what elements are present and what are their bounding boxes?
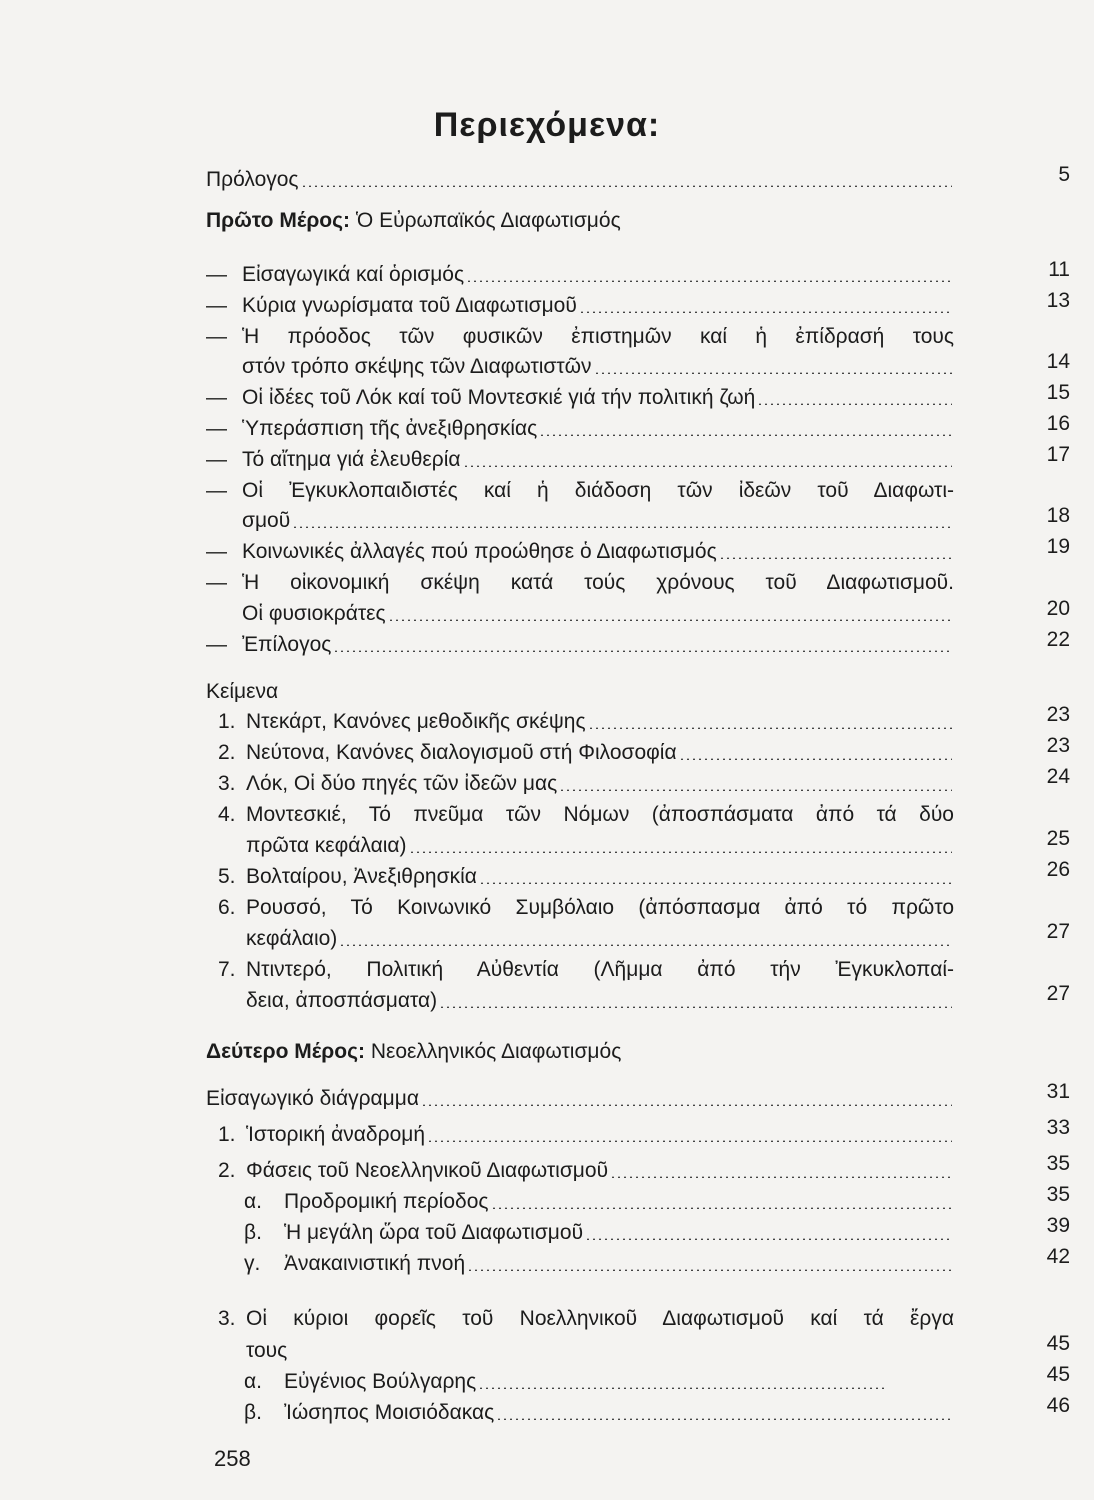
leader-dots bbox=[496, 1418, 952, 1420]
entry-label: Κοινωνικές ἀλλαγές πού προώθησε ὁ Διαφωτισμός bbox=[242, 540, 717, 563]
toc-entry[interactable] bbox=[206, 798, 954, 828]
page-number: 45 bbox=[1046, 1363, 1070, 1386]
toc-entry[interactable] bbox=[206, 258, 954, 288]
leader-dots bbox=[679, 758, 952, 760]
entry-dash: — bbox=[206, 448, 227, 471]
entry-letter: α. bbox=[244, 1370, 262, 1393]
toc-entry[interactable] bbox=[206, 1396, 954, 1426]
entry-label: Ἡ μεγάλη ὥρα τοῦ Διαφωτισμοῦ bbox=[284, 1221, 584, 1244]
entry-letter: β. bbox=[244, 1221, 262, 1244]
page-number: 45 bbox=[1046, 1332, 1070, 1355]
part-2-heading bbox=[206, 1040, 621, 1064]
entry-label: Ἰώσηπος Μοισιόδακας bbox=[284, 1401, 495, 1424]
page-number: 27 bbox=[1046, 982, 1070, 1005]
toc-entry[interactable] bbox=[206, 1118, 954, 1148]
leader-dots bbox=[463, 465, 952, 467]
page-number: 42 bbox=[1046, 1245, 1070, 1268]
entry-label: Πρόλογος bbox=[206, 168, 299, 191]
page-number: 35 bbox=[1046, 1152, 1070, 1175]
leader-dots bbox=[292, 526, 952, 528]
leader-dots bbox=[491, 1207, 952, 1209]
part-1-heading bbox=[206, 209, 621, 233]
entry-number: 3. bbox=[218, 772, 236, 795]
toc-entry[interactable] bbox=[206, 1247, 954, 1277]
entry-label: τους bbox=[246, 1339, 288, 1362]
toc-entry[interactable] bbox=[206, 1365, 886, 1395]
leader-dots bbox=[301, 185, 952, 187]
page-number: 22 bbox=[1046, 628, 1070, 651]
page-number: 13 bbox=[1046, 289, 1070, 312]
entry-number: 1. bbox=[218, 1123, 236, 1146]
leader-dots bbox=[559, 789, 952, 791]
toc-entry[interactable] bbox=[206, 736, 954, 766]
leader-dots bbox=[409, 851, 952, 853]
leader-dots bbox=[757, 403, 952, 405]
entry-label: Εἰσαγωγικά καί ὁρισμός bbox=[242, 263, 465, 286]
entry-label: δεια, ἀποσπάσματα) bbox=[246, 989, 438, 1012]
page-number: 35 bbox=[1046, 1183, 1070, 1206]
page-number: 26 bbox=[1046, 858, 1070, 881]
page-number: 16 bbox=[1046, 412, 1070, 435]
entry-dash: — bbox=[206, 417, 227, 440]
leader-dots bbox=[585, 1238, 952, 1240]
leader-dots bbox=[467, 1269, 952, 1271]
entry-dash: — bbox=[206, 540, 227, 563]
entry-label: Ἀνακαινιστική πνοή bbox=[284, 1252, 466, 1275]
entry-number: 1. bbox=[218, 710, 236, 733]
page-number: 5 bbox=[1058, 163, 1070, 186]
leader-dots bbox=[339, 944, 952, 946]
leader-dots bbox=[478, 1387, 884, 1389]
entry-label: Λόκ, Οἱ δύο πηγές τῶν ἰδεῶν μας bbox=[246, 772, 558, 795]
entry-dash: — bbox=[206, 263, 227, 286]
entry-number: 4. bbox=[218, 803, 236, 826]
leader-dots bbox=[479, 882, 952, 884]
leader-dots bbox=[719, 557, 952, 559]
entry-dash: — bbox=[206, 633, 227, 656]
entry-label: Νεύτονα, Κανόνες διαλογισμοῦ στή Φιλοσοφία bbox=[246, 741, 677, 764]
entry-dash: — bbox=[206, 571, 227, 594]
leader-dots bbox=[588, 727, 952, 729]
entry-number: 6. bbox=[218, 896, 236, 919]
entry-label: Μοντεσκιέ, Τό πνεῦμα τῶν Νόμων (ἀποσπάσματα ἀπό τά δύο bbox=[246, 803, 954, 826]
page-number: 19 bbox=[1046, 535, 1070, 558]
entry-label: Εἰσαγωγικό διάγραμμα bbox=[206, 1087, 420, 1110]
page-number: 39 bbox=[1046, 1214, 1070, 1237]
entry-number: 2. bbox=[218, 1159, 236, 1182]
entry-label: Ντεκάρτ, Κανόνες μεθοδικῆς σκέψης bbox=[246, 710, 586, 733]
page-number: 11 bbox=[1048, 258, 1070, 281]
toc-entry[interactable] bbox=[206, 705, 954, 735]
toc-entry[interactable] bbox=[206, 443, 954, 473]
leader-dots bbox=[594, 372, 952, 374]
entry-label: Ἡ πρόοδος τῶν φυσικῶν ἐπιστημῶν καί ἡ ἐπίδρασή τους bbox=[242, 325, 954, 348]
entry-label: Βολταίρου, Ἀνεξιθρησκία bbox=[246, 865, 477, 888]
page-number: 23 bbox=[1046, 734, 1070, 757]
toc-entry[interactable] bbox=[206, 1082, 954, 1112]
toc-entry-continued[interactable] bbox=[206, 922, 954, 952]
entry-letter: γ. bbox=[244, 1252, 261, 1275]
leader-dots bbox=[579, 311, 952, 313]
toc-entry[interactable] bbox=[206, 289, 954, 319]
toc-entry[interactable] bbox=[206, 1154, 954, 1184]
entry-dash: — bbox=[206, 325, 227, 348]
page-number: 31 bbox=[1046, 1080, 1070, 1103]
toc-entry-continued[interactable] bbox=[206, 1334, 954, 1364]
page-number: 46 bbox=[1046, 1394, 1070, 1417]
toc-entry[interactable] bbox=[206, 535, 954, 565]
toc-entry[interactable] bbox=[206, 860, 954, 890]
entry-label: Οἱ κύριοι φορεῖς τοῦ Νοελληνικοῦ Διαφωτισμοῦ καί τά ἔργα bbox=[246, 1307, 954, 1330]
entry-label: πρῶτα κεφάλαια) bbox=[246, 834, 407, 857]
entry-label: Ἱστορική ἀναδρομή bbox=[246, 1123, 426, 1146]
entry-letter: α. bbox=[244, 1190, 262, 1213]
entry-label: Ντιντερό, Πολιτική Αὐθεντία (Λῆμμα ἀπό τήν Ἐγκυκλοπαί- bbox=[246, 958, 954, 981]
page-number: 25 bbox=[1046, 827, 1070, 850]
leader-dots bbox=[388, 619, 952, 621]
toc-entry-continued[interactable] bbox=[206, 829, 954, 859]
entry-number: 7. bbox=[218, 958, 236, 981]
entry-label: Προδρομική περίοδος bbox=[284, 1190, 489, 1213]
part-label: Δεύτερο Μέρος: bbox=[206, 1040, 365, 1063]
toc-entry[interactable] bbox=[206, 1216, 954, 1246]
entry-label: Ἐπίλογος bbox=[242, 633, 332, 656]
page-number: 33 bbox=[1046, 1116, 1070, 1139]
footer-page-number: 258 bbox=[214, 1446, 251, 1471]
entry-label: Οἱ Ἐγκυκλοπαιδιστές καί ἡ διάδοση τῶν ἰδεῶν τοῦ Διαφωτι- bbox=[242, 479, 954, 502]
entry-label: Ἡ οἰκονομική σκέψη κατά τούς χρόνους τοῦ Διαφωτισμοῦ. bbox=[242, 571, 954, 594]
entry-label: Κύρια γνωρίσματα τοῦ Διαφωτισμοῦ bbox=[242, 294, 577, 317]
toc-entry[interactable] bbox=[206, 953, 954, 983]
toc-entry-continued[interactable] bbox=[206, 597, 954, 627]
entry-label: σμοῦ bbox=[242, 509, 291, 532]
page-number: 14 bbox=[1046, 350, 1070, 373]
toc-entry[interactable] bbox=[206, 320, 954, 350]
entry-dash: — bbox=[206, 294, 227, 317]
toc-entry-prologue[interactable] bbox=[206, 163, 954, 193]
entry-number: 3. bbox=[218, 1307, 236, 1330]
entry-label: Ρουσσό, Τό Κοινωνικό Συμβόλαιο (ἀπόσπασμα ἀπό τό πρῶτο bbox=[246, 896, 954, 919]
entry-number: 5. bbox=[218, 865, 236, 888]
page-number: 23 bbox=[1046, 703, 1070, 726]
leader-dots bbox=[427, 1140, 952, 1142]
texts-heading: Κείμενα bbox=[206, 680, 279, 703]
toc-entry[interactable] bbox=[206, 381, 954, 411]
entry-label: Φάσεις τοῦ Νεοελληνικοῦ Διαφωτισμοῦ bbox=[246, 1159, 609, 1182]
page-number: 24 bbox=[1046, 765, 1070, 788]
entry-dash: — bbox=[206, 386, 227, 409]
toc-entry[interactable] bbox=[206, 767, 954, 797]
toc-entry-continued[interactable] bbox=[206, 350, 954, 380]
entry-dash: — bbox=[206, 479, 227, 502]
part-label: Πρῶτο Μέρος: bbox=[206, 209, 351, 232]
entry-number: 2. bbox=[218, 741, 236, 764]
entry-letter: β. bbox=[244, 1401, 262, 1424]
page-number: 15 bbox=[1046, 381, 1070, 404]
leader-dots bbox=[466, 280, 952, 282]
part-title: Ὁ Εὐρωπαϊκός Διαφωτισμός bbox=[355, 209, 621, 232]
leader-dots bbox=[439, 1006, 952, 1008]
toc-entry[interactable] bbox=[206, 628, 954, 658]
entry-label: Οἱ ἰδέες τοῦ Λόκ καί τοῦ Μοντεσκιέ γιά τήν πολιτική ζωή bbox=[242, 386, 756, 409]
toc-entry-continued[interactable] bbox=[206, 504, 954, 534]
entry-label: Εὐγένιος Βούλγαρης bbox=[284, 1370, 477, 1393]
part-title: Νεοελληνικός Διαφωτισμός bbox=[370, 1040, 622, 1063]
toc-entry[interactable] bbox=[206, 566, 954, 596]
entry-label: κεφάλαιο) bbox=[246, 927, 338, 950]
page-number: 18 bbox=[1046, 504, 1070, 527]
page-title: Περιεχόμενα: bbox=[433, 106, 661, 144]
entry-label: Οἱ φυσιοκράτες bbox=[242, 602, 386, 625]
toc-entry-continued[interactable] bbox=[206, 984, 954, 1014]
leader-dots bbox=[539, 434, 952, 436]
page-number: 20 bbox=[1046, 597, 1070, 620]
leader-dots bbox=[421, 1104, 952, 1106]
leader-dots bbox=[333, 650, 952, 652]
toc-entry[interactable] bbox=[206, 1185, 954, 1215]
entry-label: στόν τρόπο σκέψης τῶν Διαφωτιστῶν bbox=[242, 355, 592, 378]
entry-label: Ὑπεράσπιση τῆς ἀνεξιθρησκίας bbox=[242, 417, 538, 440]
page-number: 27 bbox=[1046, 920, 1070, 943]
toc-entry[interactable] bbox=[206, 1302, 954, 1332]
toc-entry[interactable] bbox=[206, 474, 954, 504]
entry-label: Τό αἴτημα γιά ἐλευθερία bbox=[242, 448, 461, 471]
toc-entry[interactable] bbox=[206, 412, 954, 442]
page-number: 17 bbox=[1046, 443, 1070, 466]
toc-entry[interactable] bbox=[206, 891, 954, 921]
leader-dots bbox=[610, 1176, 952, 1178]
